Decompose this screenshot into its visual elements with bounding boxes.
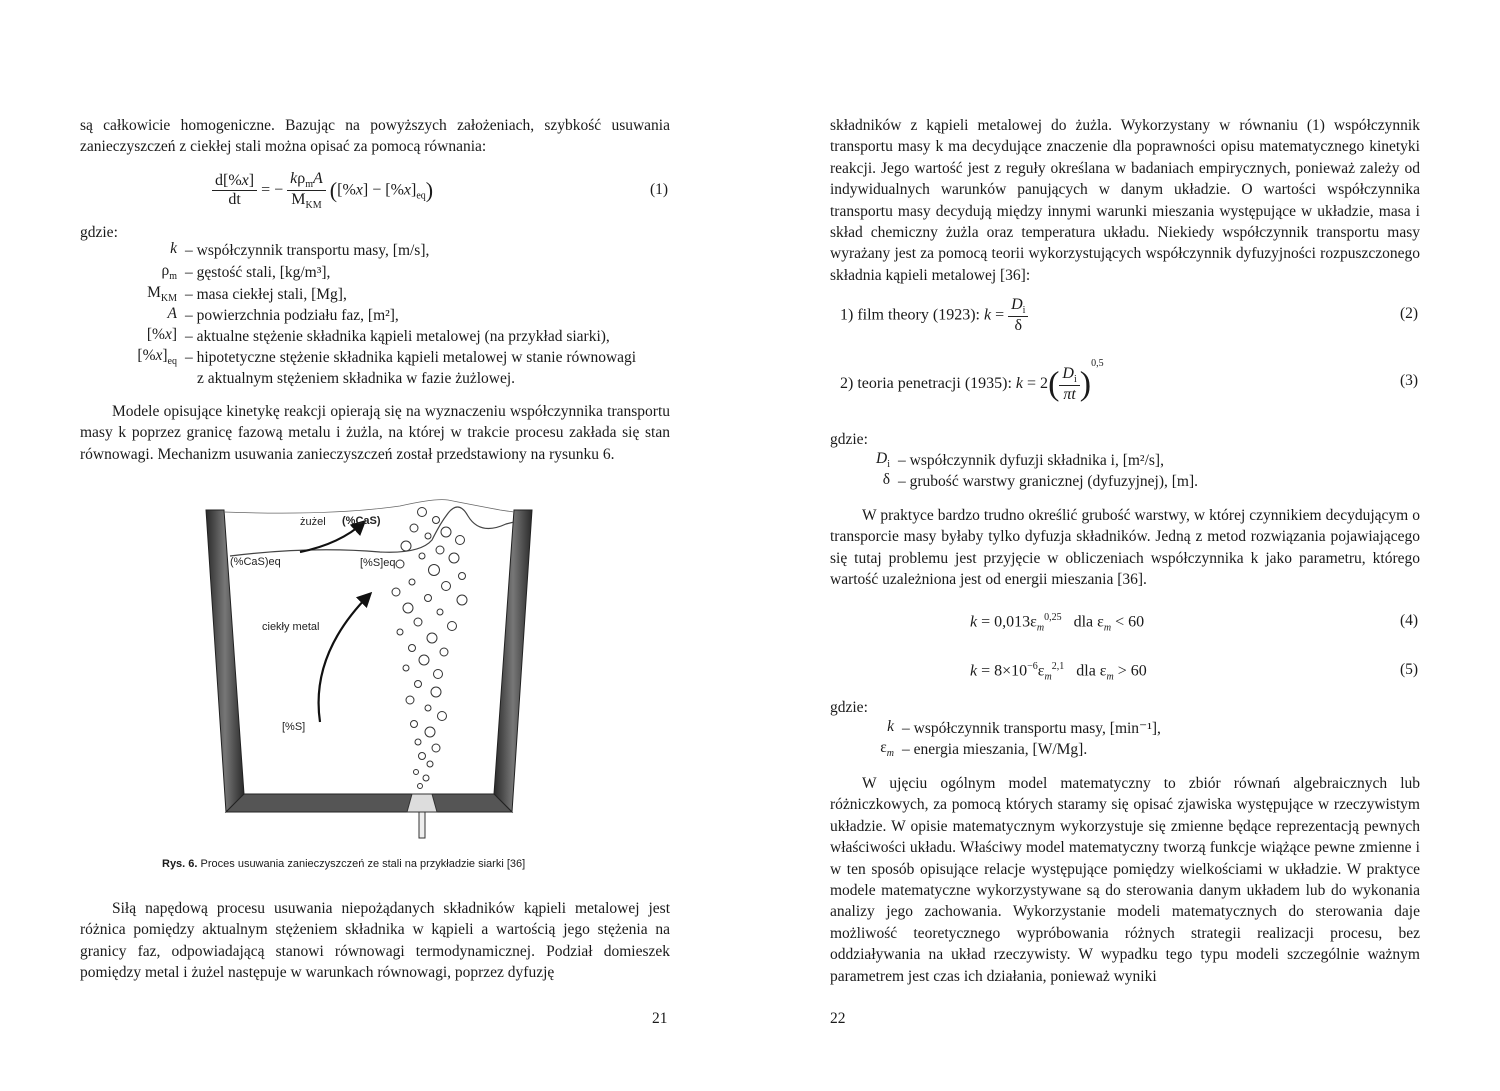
def-symbol-mkm: $M_{KM}$	[147, 284, 177, 305]
figure-6-ladle-diagram	[200, 494, 540, 846]
def-symbol-a: A	[167, 305, 177, 322]
gdzie-label: gdzie:	[830, 431, 868, 448]
paragraph-models: Modele opisujące kinetykę reakcji opierają się na wyznaczeniu współczynnika transportu masy k poprzez granicę fazową metalu i żużla, na której w trakcie procesu zakłada się stan równowagi. Mechanizm usuwania zanieczyszczeń został przedstawiony na rysunku 6.	[80, 403, 670, 463]
def-text: – powierzchnia podziału faz, [m²],	[185, 307, 399, 324]
def-text: – współczynnik transportu masy, [min⁻¹],	[902, 720, 1161, 737]
def-text: – aktualne stężenie składnika kąpieli metalowej (na przykład siarki),	[185, 328, 610, 345]
label-slag: żużel	[300, 516, 326, 528]
def-symbol-k: k	[887, 718, 894, 735]
gdzie-label: gdzie:	[80, 224, 118, 241]
equation-5-number: (5)	[1400, 661, 1419, 678]
label-s-eq: [%S]eq	[360, 557, 396, 569]
equation-5: $k = 8\times 10^{-6}\varepsilon_m^{2,1}$ dla $\varepsilon_m > 60$	[970, 661, 1147, 683]
gas-pipe	[419, 812, 425, 838]
def-text: – współczynnik dyfuzji składnika i, [m²/s],	[898, 452, 1164, 469]
label-s: [%S]	[282, 721, 306, 733]
paragraph-intro: są całkowicie homogeniczne. Bazując na powyższych założeniach, szybkość usuwania zanieczyszczeń z ciekłej stali można opisać za pomocą równania:	[80, 117, 670, 156]
def-symbol-delta: δ	[882, 471, 890, 488]
equation-3: 2) teoria penetracji (1935): k = 2( $\frac{D_i}{\pi t}$ )$^{0,5}$	[840, 358, 1104, 403]
caption-prefix: Rys. 6.	[162, 858, 198, 870]
equation-2-label: 1) film theory (1923):	[840, 306, 980, 324]
right-page	[750, 0, 1500, 1091]
gas-bubbles	[392, 508, 467, 789]
def-symbol-rho: $\rho_m$	[161, 262, 177, 283]
page-number-right: 22	[830, 1010, 846, 1027]
equation-2-number: (2)	[1400, 305, 1419, 322]
page-number-left: 21	[652, 1010, 668, 1027]
paragraph-driving-force: Siłą napędową procesu usuwania niepożądanych składników kąpieli metalowej jest różnica pomiędzy aktualnym stężeniem składnika w kąpieli a wartością jego stężenia na granicy faz, odpowiadającą stanowi równowagi termodynamicznej. Podział domieszek pomiędzy metal i żużel następuje w warunkach równowagi, poprzez dyfuzję	[80, 900, 670, 982]
label-cas-eq: (%CaS)eq	[230, 556, 281, 568]
paragraph-model: W ujęciu ogólnym model matematyczny to zbiór równań algebraicznych lub różniczkowych, za pomocą których staramy się opisać zjawiska występujące w rzeczywistym układzie. W opisie matematycznym wykorzystuje się zmienne będące reprezentacją pewnych właściwości układu. Właściwy model matematyczny tworzą funkcje wiążące pewne zmienne i w ten sposób opisujące relacje występujące pomiędzy wielkościami w układzie. W praktyce modele matematyczne wykorzystywane są do sterowania danym układem lub do wykonania analizy jego zachowania. Wykorzystanie modeli matematycznych do sterowania daje możliwość teoretycznego wypróbowania różnych strategii realizacji procesu, bez oddziaływania na układ rzeczywisty. W wypadku tego typu modeli szczególnie ważnym parametrem jest czas ich działania, ponieważ wyniki	[830, 775, 1420, 985]
def-text: – grubość warstwy granicznej (dyfuzyjnej), [m].	[898, 473, 1198, 490]
def-symbol-x: [%x]	[146, 326, 177, 343]
equation-4-number: (4)	[1400, 612, 1419, 629]
equation-3-label: 2) teoria penetracji (1935):	[840, 375, 1012, 392]
def-text-continuation: z aktualnym stężeniem składnika w fazie żużlowej.	[197, 370, 516, 387]
equation-4: $k = 0,013\varepsilon_m^{0,25}$ dla $\varepsilon_m < 60$	[970, 612, 1145, 634]
arrow-bulk-to-interface	[319, 594, 370, 722]
def-text: – współczynnik transportu masy, [m/s],	[185, 242, 430, 259]
gas-plug	[407, 794, 437, 812]
gdzie-label: gdzie:	[830, 699, 868, 716]
paragraph-top: składników z kąpieli metalowej do żużla. Wykorzystany w równaniu (1) współczynnik transportu masy k ma decydujące znaczenie dla poprawności opisu matematycznego kinetyki reakcji. Jego wartość jest z reguły określana w badaniach empirycznych, ponieważ zależy od indywidualnych warunków panujących w danym układzie. O wartości współczynnika transportu masy decydują między innymi warunki mieszania występujące w układzie, masa i skład chemiczny żużla oraz temperatura układu. Niekiedy współczynnik transportu masy wyrażany jest za pomocą teorii wykorzystujących współczynnik dyfuzyjności rozpuszczonego składnia kąpieli metalowej [36]:	[830, 117, 1420, 284]
caption-text: Proces usuwania zanieczyszczeń ze stali na przykładzie siarki [36]	[200, 858, 526, 870]
ladle-illustration	[200, 494, 540, 846]
def-symbol-xeq: $[\%x]_{eq}$	[137, 347, 177, 368]
paragraph-practice: W praktyce bardzo trudno określić grubość warstwy, w której czynnikiem decydującym o transporcie masy byłaby tylko dyfuzja składników. Jedną z metod rozwiązania pojawiającego się tutaj problemu jest przyjęcie w obliczeniach współczynnika k jako parametru, którego wartość uzależniona jest od energii mieszania [36].	[830, 507, 1420, 589]
def-symbol-epsilon: $\varepsilon_m$	[880, 739, 894, 760]
equation-2: 1) film theory (1923): k = $\frac{D_i}{\delta}$	[840, 296, 1028, 335]
def-text: – masa ciekłej stali, [Mg],	[185, 286, 347, 303]
figure-6-caption	[162, 858, 525, 870]
label-cas: (%CaS)	[342, 515, 381, 527]
def-text: – hipotetyczne stężenie składnika kąpieli metalowej w stanie równowagi	[185, 349, 637, 366]
label-liquid-metal: ciekły metal	[262, 621, 320, 633]
def-symbol-di: $D_i$	[876, 450, 890, 471]
equation-3-number: (3)	[1400, 372, 1419, 389]
slag-top-surface	[224, 500, 514, 514]
def-text: – gęstość stali, [kg/m³],	[185, 264, 331, 281]
equation-1-number: (1)	[650, 181, 669, 198]
ladle-bottom	[226, 794, 512, 812]
def-symbol-k: k	[170, 240, 177, 257]
def-text: – energia mieszania, [W/Mg].	[902, 741, 1088, 758]
equation-1: $\frac{d[\%x]}{dt}$ = − $\frac{k\rho_mA}{M_{KM}}$ $([\%x] - [\%x]_{eq})$	[212, 170, 433, 211]
ladle-right-wall	[494, 510, 532, 812]
